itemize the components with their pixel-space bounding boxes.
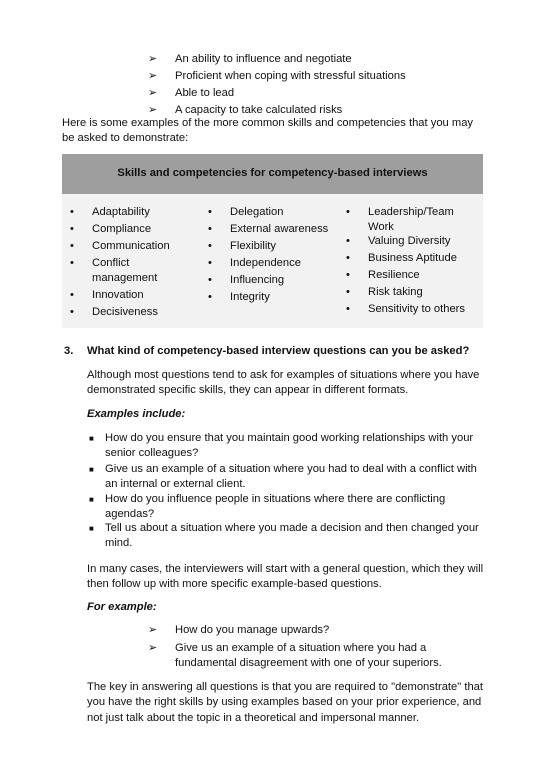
bullet-icon: •	[208, 240, 212, 252]
list-item-text: A capacity to take calculated risks	[175, 104, 343, 116]
bullet-icon: •	[70, 306, 74, 318]
skill-item: • Influencing	[200, 273, 340, 290]
list-item: ■ How do you ensure that you maintain good working relationships with your senior colleagues?	[89, 432, 474, 460]
bullet-icon: •	[70, 206, 74, 218]
paragraph: The key in answering all questions is that you are required to "demonstrate" that you have the right skills by using examples based on your prior experience, and not just talk about the topic in a theoretical and impersonal manner.	[87, 681, 483, 724]
skill-item: • Risk taking	[338, 285, 478, 302]
arrow-bullet-icon: ➢	[148, 624, 158, 636]
square-bullet-icon: ■	[89, 434, 94, 443]
examples-heading: Examples include:	[87, 408, 186, 420]
bullet-icon: •	[346, 206, 350, 218]
arrow-bullet-icon: ➢	[148, 642, 158, 654]
bullet-icon: •	[346, 286, 350, 298]
list-item	[148, 69, 455, 84]
skill-item: • Integrity	[200, 290, 340, 307]
arrow-bullet-icon: ➢	[148, 87, 158, 99]
bullet-icon: •	[208, 274, 212, 286]
skill-item: • Conflict management	[70, 257, 158, 285]
section-title: What kind of competency-based interview questions can you be asked?	[87, 345, 470, 357]
list-item	[148, 86, 455, 101]
bullet-icon: •	[70, 257, 74, 269]
skill-item: • Leadership/Team Work	[346, 206, 454, 234]
bullet-icon: •	[346, 303, 350, 315]
list-item	[148, 52, 455, 67]
bullet-icon: •	[208, 291, 212, 303]
bullet-icon: •	[346, 235, 350, 247]
bullet-icon: •	[208, 206, 212, 218]
skill-item: • Compliance	[62, 222, 202, 239]
list-item-text: An ability to influence and negotiate	[175, 53, 352, 65]
skill-item: • Independence	[200, 256, 340, 273]
skill-item: • Flexibility	[200, 239, 340, 256]
list-item: ■ Tell us about a situation where you made a decision and then changed your mind.	[89, 522, 479, 550]
list-item: ■ Give us an example of a situation where you had to deal with a conflict with an internal or external client.	[89, 463, 477, 491]
skills-column-3	[338, 205, 478, 319]
bullet-icon: •	[70, 240, 74, 252]
bullet-icon: •	[70, 289, 74, 301]
bullet-icon: •	[346, 269, 350, 281]
skill-item: • Sensitivity to others	[338, 302, 478, 319]
skill-item: • External awareness	[200, 222, 340, 239]
square-bullet-icon: ■	[89, 465, 94, 474]
paragraph: In many cases, the interviewers will start with a general question, which they will then follow up with more specific example-based questions.	[87, 563, 484, 591]
skill-item: • Resilience	[338, 268, 478, 285]
bullet-icon: •	[70, 223, 74, 235]
list-item-text: Give us an example of a situation where you had a fundamental disagreement with one of your superiors.	[175, 642, 442, 670]
list-item-text: Proficient when coping with stressful situations	[175, 70, 406, 82]
section-number: 3.	[64, 345, 74, 357]
paragraph: Although most questions tend to ask for examples of situations where you have demonstrated specific skills, they can appear in different formats.	[87, 369, 480, 397]
list-item-text: Able to lead	[175, 87, 235, 99]
list-item	[148, 623, 460, 638]
skill-item: • Innovation	[62, 288, 202, 305]
skill-item: • Delegation	[200, 205, 340, 222]
arrow-bullet-icon: ➢	[148, 53, 158, 65]
bullet-icon: •	[208, 223, 212, 235]
bullet-icon: •	[346, 252, 350, 264]
skills-table	[62, 154, 483, 328]
skill-item: • Business Aptitude	[338, 251, 478, 268]
square-bullet-icon: ■	[89, 495, 94, 504]
skills-column-2	[200, 205, 340, 307]
square-bullet-icon: ■	[89, 524, 94, 533]
arrow-bullet-icon: ➢	[148, 70, 158, 82]
skills-table-heading: Skills and competencies for competency-based interviews	[62, 154, 483, 194]
intro-paragraph: Here is some examples of the more common skills and competencies that you may be asked to demonstrate:	[62, 117, 474, 145]
skill-item: • Adaptability	[62, 205, 202, 222]
for-example-heading: For example:	[87, 601, 157, 613]
arrow-bullet-icon: ➢	[148, 104, 158, 116]
list-item-text: How do you manage upwards?	[175, 624, 330, 636]
skill-item: • Valuing Diversity	[338, 234, 478, 251]
skills-column-1	[62, 205, 202, 322]
list-item: ■ How do you influence people in situations where there are conflicting agendas?	[89, 493, 446, 521]
list-item	[148, 641, 460, 672]
skill-item: • Decisiveness	[62, 305, 202, 322]
bullet-icon: •	[208, 257, 212, 269]
section-heading	[64, 344, 469, 359]
skill-item: • Communication	[62, 239, 202, 256]
